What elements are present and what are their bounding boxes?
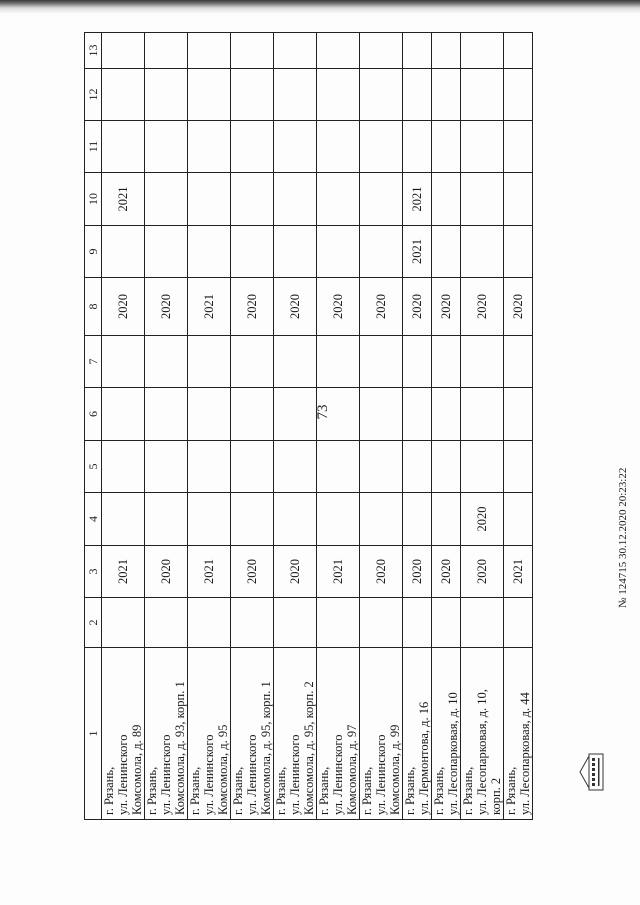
year-cell-col-3: 2020 xyxy=(274,546,317,598)
address-line: ул. Ленинского xyxy=(288,734,302,815)
year-cell-col-12 xyxy=(145,69,188,121)
year-cell-col-12 xyxy=(231,69,274,121)
address-line: ул. Лермонтова, д. 16 xyxy=(417,701,431,815)
year-cell-col-10 xyxy=(231,173,274,226)
address-line: г. Рязань, xyxy=(461,766,475,815)
year-cell-col-13 xyxy=(274,33,317,69)
address-line: г. Рязань, xyxy=(360,766,374,815)
year-cell-col-10 xyxy=(461,173,504,226)
header-row xyxy=(85,33,102,820)
column-header: 13 xyxy=(85,33,102,69)
year-cell-col-4 xyxy=(504,493,533,546)
year-cell-col-10 xyxy=(145,173,188,226)
address-cell xyxy=(403,648,432,820)
address-line: ул. Ленинского xyxy=(202,734,216,815)
column-header: 11 xyxy=(85,121,102,173)
year-cell-col-7 xyxy=(461,336,504,388)
year-cell-col-12 xyxy=(102,69,145,121)
column-header: 4 xyxy=(85,493,102,546)
year-cell-col-8: 2020 xyxy=(360,278,403,336)
year-cell-col-11 xyxy=(360,121,403,173)
year-cell-col-13 xyxy=(145,33,188,69)
address-cell xyxy=(504,648,533,820)
column-header: 3 xyxy=(85,546,102,598)
year-cell-col-12 xyxy=(504,69,533,121)
year-cell-col-3: 2021 xyxy=(102,546,145,598)
year-cell-col-2 xyxy=(461,598,504,648)
year-cell-col-8: 2020 xyxy=(102,278,145,336)
column-header: 7 xyxy=(85,336,102,388)
scan-edge xyxy=(0,0,640,14)
year-cell-col-3: 2020 xyxy=(360,546,403,598)
address-cell xyxy=(188,648,231,820)
year-cell-col-5 xyxy=(231,441,274,493)
year-cell-col-4 xyxy=(145,493,188,546)
address-line: г. Рязань, xyxy=(231,766,245,815)
year-cell-col-5 xyxy=(432,441,461,493)
year-cell-col-6 xyxy=(102,388,145,441)
address-cell xyxy=(317,648,360,820)
year-cell-col-2 xyxy=(317,598,360,648)
year-cell-col-9 xyxy=(102,226,145,278)
year-cell-col-10 xyxy=(432,173,461,226)
year-cell-col-7 xyxy=(504,336,533,388)
address-cell xyxy=(102,648,145,820)
column-header: 2 xyxy=(85,598,102,648)
year-cell-col-8: 2020 xyxy=(461,278,504,336)
table-row xyxy=(461,33,504,820)
year-cell-col-10 xyxy=(317,173,360,226)
year-cell-col-5 xyxy=(188,441,231,493)
year-cell-col-7 xyxy=(145,336,188,388)
year-cell-col-3: 2020 xyxy=(461,546,504,598)
year-cell-col-3: 2020 xyxy=(403,546,432,598)
year-cell-col-10 xyxy=(360,173,403,226)
year-cell-col-9 xyxy=(188,226,231,278)
address-line: г. Рязань, xyxy=(504,766,518,815)
year-cell-col-8: 2020 xyxy=(403,278,432,336)
address-line: г. Рязань, xyxy=(274,766,288,815)
year-cell-col-13 xyxy=(102,33,145,69)
column-header: 1 xyxy=(85,648,102,820)
address-line: г. Рязань, xyxy=(432,766,446,815)
table-row xyxy=(145,33,188,820)
address-cell xyxy=(360,648,403,820)
column-header: 5 xyxy=(85,441,102,493)
year-cell-col-13 xyxy=(403,33,432,69)
table-row xyxy=(432,33,461,820)
year-cell-col-7 xyxy=(231,336,274,388)
year-cell-col-8: 2021 xyxy=(188,278,231,336)
table-body xyxy=(102,33,533,820)
year-cell-col-7 xyxy=(360,336,403,388)
year-cell-col-6 xyxy=(145,388,188,441)
address-line: Комсомола, д. 93, корп. 1 xyxy=(173,681,187,815)
column-header: 10 xyxy=(85,173,102,226)
year-cell-col-2 xyxy=(274,598,317,648)
address-line: г. Рязань, xyxy=(102,766,116,815)
year-cell-col-8: 2020 xyxy=(274,278,317,336)
year-cell-col-4 xyxy=(403,493,432,546)
year-cell-col-11 xyxy=(504,121,533,173)
year-cell-col-11 xyxy=(102,121,145,173)
year-cell-col-3: 2021 xyxy=(317,546,360,598)
year-cell-col-9 xyxy=(432,226,461,278)
year-cell-col-12 xyxy=(432,69,461,121)
year-cell-col-6 xyxy=(231,388,274,441)
year-cell-col-6 xyxy=(274,388,317,441)
year-cell-col-4 xyxy=(188,493,231,546)
year-cell-col-3: 2021 xyxy=(188,546,231,598)
year-cell-col-13 xyxy=(504,33,533,69)
year-cell-col-7 xyxy=(102,336,145,388)
year-cell-col-5 xyxy=(274,441,317,493)
year-cell-col-5 xyxy=(461,441,504,493)
year-cell-col-10: 2021 xyxy=(102,173,145,226)
year-cell-col-10 xyxy=(188,173,231,226)
year-cell-col-11 xyxy=(403,121,432,173)
year-cell-col-9 xyxy=(274,226,317,278)
year-cell-col-5 xyxy=(403,441,432,493)
year-cell-col-8: 2020 xyxy=(145,278,188,336)
year-cell-col-2 xyxy=(188,598,231,648)
year-cell-col-12 xyxy=(360,69,403,121)
address-line: Комсомола, д. 99 xyxy=(388,724,402,815)
table-row xyxy=(274,33,317,820)
address-cell xyxy=(274,648,317,820)
year-cell-col-11 xyxy=(231,121,274,173)
year-cell-col-4 xyxy=(432,493,461,546)
year-cell-col-8: 2020 xyxy=(317,278,360,336)
table-row xyxy=(317,33,360,820)
table-row xyxy=(360,33,403,820)
address-line: Комсомола, д. 95, корп. 2 xyxy=(302,681,316,815)
year-cell-col-9: 2021 xyxy=(403,226,432,278)
address-cell xyxy=(432,648,461,820)
year-cell-col-2 xyxy=(432,598,461,648)
address-line: г. Рязань, xyxy=(317,766,331,815)
year-cell-col-8: 2020 xyxy=(504,278,533,336)
year-cell-col-12 xyxy=(461,69,504,121)
year-cell-col-11 xyxy=(145,121,188,173)
year-cell-col-10 xyxy=(274,173,317,226)
year-cell-col-2 xyxy=(145,598,188,648)
year-cell-col-3: 2021 xyxy=(504,546,533,598)
year-cell-col-7 xyxy=(403,336,432,388)
address-line: ул. Ленинского xyxy=(374,734,388,815)
year-cell-col-7 xyxy=(317,336,360,388)
address-line: г. Рязань, xyxy=(403,766,417,815)
year-cell-col-11 xyxy=(188,121,231,173)
year-cell-col-2 xyxy=(231,598,274,648)
year-cell-col-6 xyxy=(403,388,432,441)
year-cell-col-10 xyxy=(504,173,533,226)
address-line: корп. 2 xyxy=(489,777,503,815)
address-line: ул. Ленинского xyxy=(331,734,345,815)
address-cell xyxy=(461,648,504,820)
year-cell-col-7 xyxy=(432,336,461,388)
year-cell-col-4 xyxy=(102,493,145,546)
table-row xyxy=(102,33,145,820)
year-cell-col-4: 2020 xyxy=(461,493,504,546)
year-cell-col-13 xyxy=(360,33,403,69)
year-cell-col-9 xyxy=(145,226,188,278)
address-cell xyxy=(145,648,188,820)
year-cell-col-3: 2020 xyxy=(231,546,274,598)
table-row xyxy=(231,33,274,820)
address-line: Комсомола, д. 95 xyxy=(216,724,230,815)
address-line: ул. Лесопарковая, д. 10 xyxy=(446,692,460,815)
year-cell-col-4 xyxy=(360,493,403,546)
address-line: Комсомола, д. 97 xyxy=(345,724,359,815)
year-cell-col-12 xyxy=(274,69,317,121)
year-cell-col-12 xyxy=(403,69,432,121)
address-cell xyxy=(231,648,274,820)
year-cell-col-11 xyxy=(317,121,360,173)
year-cell-col-2 xyxy=(102,598,145,648)
table-row xyxy=(403,33,432,820)
address-line: ул. Ленинского xyxy=(159,734,173,815)
year-cell-col-9 xyxy=(461,226,504,278)
page-number: 73 xyxy=(315,404,331,420)
year-cell-col-6 xyxy=(188,388,231,441)
column-header: 6 xyxy=(85,388,102,441)
address-line: г. Рязань, xyxy=(188,766,202,815)
year-cell-col-6 xyxy=(317,388,360,441)
column-header: 9 xyxy=(85,226,102,278)
year-cell-col-5 xyxy=(145,441,188,493)
address-line: ул. Лесопарковая, д. 10, xyxy=(475,689,489,815)
year-cell-col-5 xyxy=(102,441,145,493)
year-cell-col-6 xyxy=(504,388,533,441)
year-cell-col-7 xyxy=(274,336,317,388)
year-cell-col-8: 2020 xyxy=(432,278,461,336)
document-stamp-text: № 124715 30.12.2020 20:23:22 xyxy=(617,467,629,608)
year-cell-col-6 xyxy=(360,388,403,441)
address-line: ул. Ленинского xyxy=(245,734,259,815)
year-cell-col-5 xyxy=(317,441,360,493)
year-cell-col-13 xyxy=(231,33,274,69)
year-cell-col-2 xyxy=(360,598,403,648)
address-line: ул. Лесопарковая, д. 44 xyxy=(518,692,532,815)
year-cell-col-4 xyxy=(231,493,274,546)
year-cell-col-2 xyxy=(403,598,432,648)
year-cell-col-11 xyxy=(461,121,504,173)
year-cell-col-12 xyxy=(317,69,360,121)
column-header: 12 xyxy=(85,69,102,121)
table-row xyxy=(504,33,533,820)
year-cell-col-5 xyxy=(504,441,533,493)
year-cell-col-9 xyxy=(231,226,274,278)
year-cell-col-11 xyxy=(274,121,317,173)
schedule-table xyxy=(84,32,533,820)
year-cell-col-9 xyxy=(317,226,360,278)
address-line: Комсомола, д. 89 xyxy=(130,724,144,815)
year-cell-col-6 xyxy=(432,388,461,441)
year-cell-col-13 xyxy=(461,33,504,69)
year-cell-col-3: 2020 xyxy=(145,546,188,598)
seal-icon xyxy=(577,752,607,792)
year-cell-col-7 xyxy=(188,336,231,388)
year-cell-col-11 xyxy=(432,121,461,173)
year-cell-col-13 xyxy=(188,33,231,69)
year-cell-col-9 xyxy=(360,226,403,278)
table-row xyxy=(188,33,231,820)
year-cell-col-13 xyxy=(317,33,360,69)
year-cell-col-3: 2020 xyxy=(432,546,461,598)
year-cell-col-8: 2020 xyxy=(231,278,274,336)
address-line: г. Рязань, xyxy=(145,766,159,815)
year-cell-col-4 xyxy=(274,493,317,546)
address-line: Комсомола, д. 95, корп. 1 xyxy=(259,681,273,815)
column-header: 8 xyxy=(85,278,102,336)
year-cell-col-5 xyxy=(360,441,403,493)
year-cell-col-9 xyxy=(504,226,533,278)
year-cell-col-12 xyxy=(188,69,231,121)
rotated-table xyxy=(84,33,532,820)
year-cell-col-10: 2021 xyxy=(403,173,432,226)
year-cell-col-13 xyxy=(432,33,461,69)
year-cell-col-4 xyxy=(317,493,360,546)
year-cell-col-2 xyxy=(504,598,533,648)
address-line: ул. Ленинского xyxy=(116,734,130,815)
year-cell-col-6 xyxy=(461,388,504,441)
